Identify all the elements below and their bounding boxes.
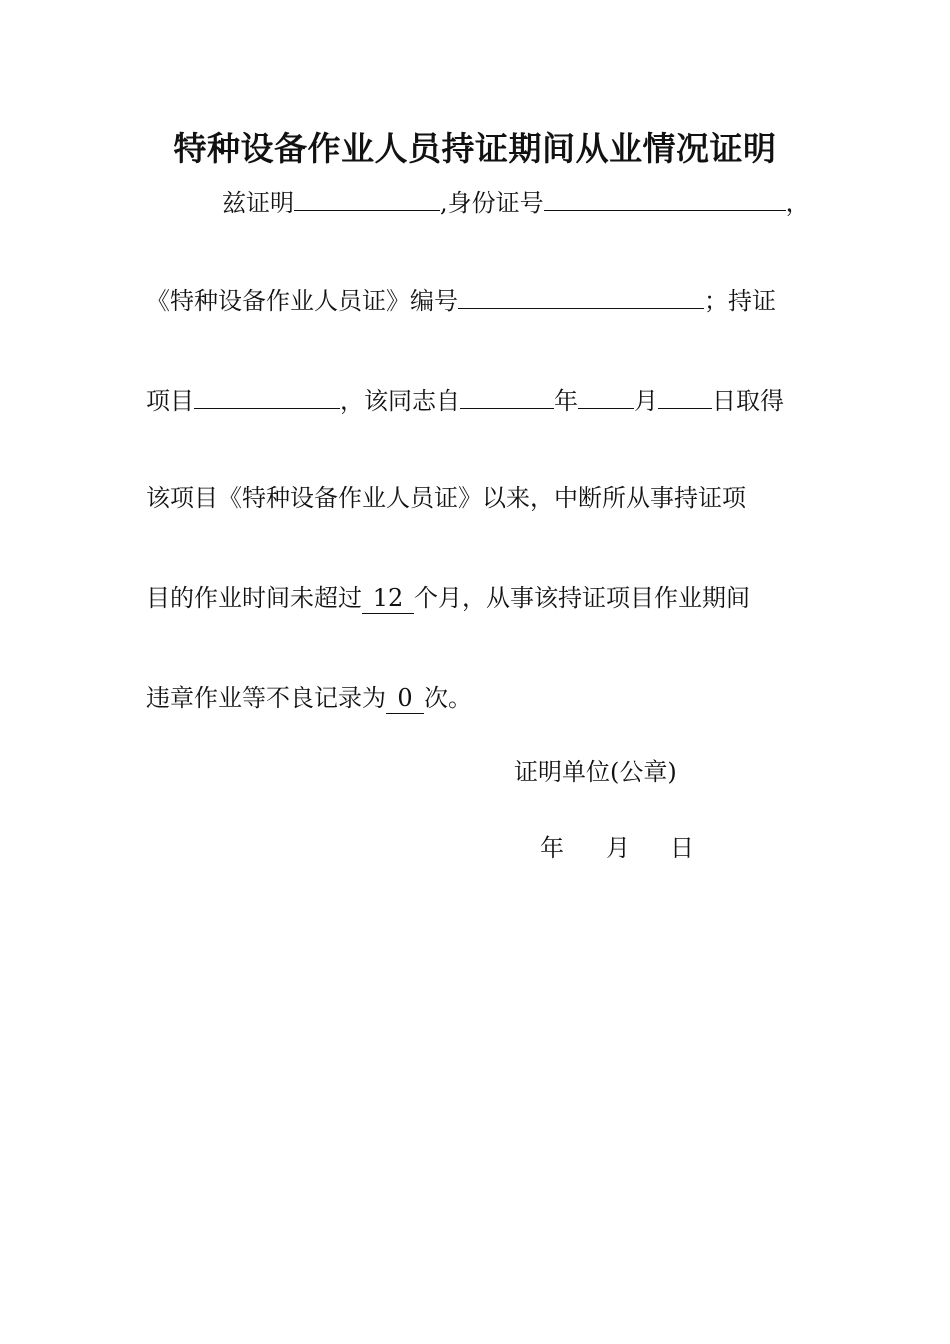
violations-prefix: 违章作业等不良记录为 [146,684,386,712]
line-project-date [146,380,784,421]
month-blank[interactable] [578,380,634,409]
line2-suffix: ；持证 [704,287,776,315]
since-text: 该项目《特种设备作业人员证》以来，中断所从事持证项 [146,484,746,512]
line-since [146,478,746,518]
sign-day-label: 日 [670,834,694,862]
interruption-prefix: 目的作业时间未超过 [146,584,362,612]
month-label: 月 [634,387,658,415]
violations-suffix: 次。 [424,684,472,712]
violation-count-value[interactable]: 0 [386,683,424,714]
line-certificate-number [146,280,776,321]
sign-year-label: 年 [540,834,564,862]
day-blank[interactable] [658,380,712,409]
certify-prefix: 兹证明 [222,189,294,217]
certificate-number-blank[interactable] [458,280,704,309]
name-blank[interactable] [294,182,440,211]
months-value[interactable]: 12 [362,583,414,614]
year-label: 年 [554,387,578,415]
line-name-id [222,182,810,223]
certificate-number-label: 《特种设备作业人员证》编号 [146,287,458,315]
id-label: ,身份证号 [440,189,544,217]
obtained-label: 日取得 [712,387,784,415]
line-interruption [146,578,750,618]
line-violations [146,678,472,718]
year-blank[interactable] [460,380,554,409]
document-title: 特种设备作业人员持证期间从业情况证明 [173,129,777,168]
sign-month-label: 月 [606,834,630,862]
since-label: ，该同志自 [340,387,460,415]
id-number-blank[interactable] [544,182,786,211]
interruption-suffix: 个月，从事该持证项目作业期间 [414,584,750,612]
project-blank[interactable] [194,380,340,409]
issuing-unit-seal: 证明单位(公章) [514,758,677,786]
line1-suffix: ， [785,189,810,217]
project-label: 项目 [146,387,194,415]
